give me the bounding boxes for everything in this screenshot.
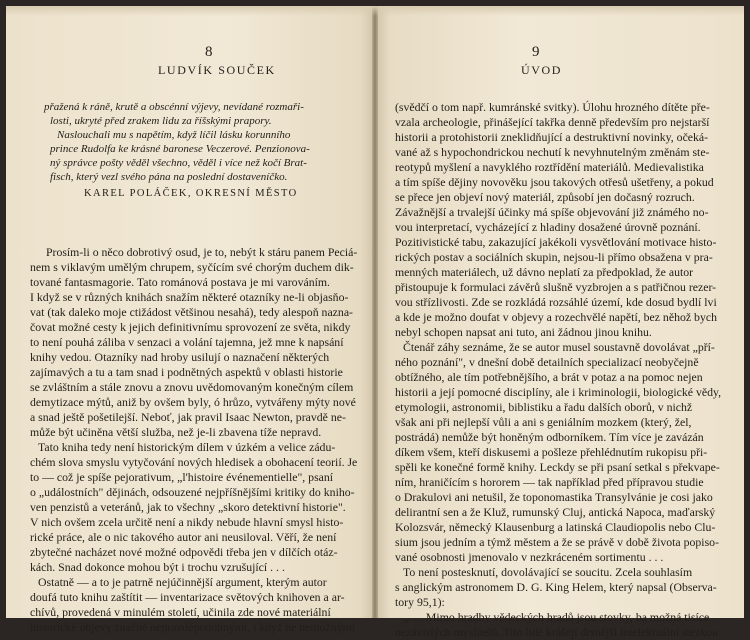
text-line: zajímavých a tu a tam snad i podnětných aspektů v oblasti historie [30,365,343,379]
text-line: to — což je spíše pejorativum, „l'histoire événementielle", psaní [30,470,334,484]
text-line: nebyl schopen napsat ani tuto, ani žádnou jinou knihu. [395,325,652,339]
text-line: delirantní sen a že Kluž, rumunský Cluj, antická Napoca, maďarský [395,505,716,519]
running-head-right: ÚVOD [521,63,563,77]
text-line: Pozitivistické tabu, zakazující jakékoli vysvětlování motivace histo- [395,235,717,249]
text-line: ním, hraničícím s hororem — tak například před přípravou studie [395,475,704,489]
text-line: s anglickým astronomem D. G. King Helem, který napsal (Observa- [395,580,717,594]
text-line: Prosím-li o něco dobrotivý osud, je to, nebýt k stáru panem Peciá- [46,245,358,259]
text-line: vou střízlivosti. Zde se rozkládá rozsáhlé území, kde dosud bydlí lvi [395,295,717,309]
text-line: rické práce, ale o nic takového autor ani neusiloval. Věří, že není [30,530,337,544]
text-line: sium jsou jedním a týmž městem a že se právě v době života popiso- [395,535,720,549]
text-line: To není postesknutí, dovolávající se soucitu. Zcela souhlasím [403,565,693,579]
text-line: o Drakulovi ani netušil, že toponomastika Transylvánie je cosi jako [395,490,713,504]
right-page [375,6,744,639]
text-line: vané až s hypochondrickou nechutí k nevyhnutelným změnám ste- [395,145,710,159]
text-line: „. . . Mimo hradby vědeckých hradů jsou stovky, ba možná tisíce [403,610,710,624]
epigraph-line: ný správce pošty věděl všechno, věděl i více než kočí Brat- [50,157,307,169]
left-page [6,6,375,634]
running-head-left: LUDVÍK SOUČEK [158,63,276,77]
epigraph-line: Naslouchali mu s napětím, když líčil lásku korunního [57,129,291,141]
text-line: vané osobnosti jmenovalo v nezkráceném sortimentu . . . [395,550,664,564]
text-line: se zvláštním a stále znovu a znovu uvědomovaným konečným cílem [30,380,354,394]
page-number-left: 8 [205,44,214,60]
text-line: vou interpretací, vycházející z hladiny dosažené úrovně poznání. [395,220,701,234]
text-line: a kde je možno doufat v objevy a rozechvělé napětí, bez něhož bych [395,310,717,324]
epigraph-line: přažená k ráně, krutě a obscénní výjevy, nevídané rozmaři- [44,101,304,113]
text-line: etymologii, astronomii, biblistiku a řadu dalších oborů, v nichž [395,400,693,414]
text-line: vzala archeologie, přinášející takřka denně především pro nejstarší [395,115,710,129]
text-line: Čtenář záhy seznáme, že se autor musel soustavně dovolávat „pří- [403,340,715,354]
text-line: historické objevy značně nepravděpodobnými, i když ne nemožnými [30,620,355,634]
text-line: menných materiálech, už dávno neplatí za předpoklad, že autor [395,265,694,279]
text-line: Ostatně — a to je patrně nejúčinnější argument, kterým autor [38,575,327,589]
epigraph-line: losti, ukryté před zrakem lidu za říšskými prapory. [50,115,272,127]
text-line: V nich ovšem zcela určitě není a nikdy nebude hlavní smysl histo- [30,515,344,529]
text-line: nem s viklavým umělým chrupem, syčícím své chorým duchem dik- [30,260,354,274]
text-line: ného poznání", v dnešní době detailních specializací neobyčejně [395,355,699,369]
text-line: spěli ke konečné formě knihy. Leckdy se při psaní setkal s překvape- [395,460,720,474]
text-line: a snad ještě pošetilejší. Neboť, jak pravil Isaac Newton, pravdě ne- [30,410,346,424]
text-line: I když se v různých knihách snažím některé otazníky ne-li objasňo- [30,290,349,304]
text-line: knihy vedou. Otazníky nad hroby usilují o naznačení některých [30,350,330,364]
text-line: Tato kniha tedy není historickým dílem v úzkém a velice zádu- [38,440,336,454]
text-line: (svědčí o tom např. kumránské svitky). Úlohu hrozného dítěte pře- [395,100,710,114]
text-line: nezávislých myslitelů. Tito lidé krášejí drsnější intelektuální stezkou [395,625,719,639]
text-line: čovat možné cesty k jejich definitivnímu sprovození ze světa, nikdy [30,320,351,334]
text-line: rických postav a sociálních skupin, nejsou-li přímo obsažena v pra- [395,250,713,264]
epigraph-line: fisch, který vezl svého pána na poslední dostaveníčko. [50,171,288,183]
book-spread [6,6,744,639]
text-line: doufá tuto knihu zaštítit — inventarizace světových knihoven a ar- [30,590,345,604]
text-line: vat (tak daleko moje ctižádost většinou nesahá), tedy alespoň nazna- [30,305,353,319]
page-top-shadow [6,6,744,16]
text-line: postrádá) nemůže být honěným odborníkem. Tím více je zavázán [395,430,704,444]
text-line: Kolozsvár, německý Klausenburg a latinská Claudiopolis nebo Clu- [395,520,716,534]
text-line: historii a její pomocné disciplíny, ale i kriminologii, biologické vědy, [395,385,722,399]
text-line: se přece jen objeví nový materiál, způsobí jen dočasný rozruch. [395,190,695,204]
text-line: a tím spíše dějiny novověku jsou takových otřesů ušetřeny, a pokud [395,175,714,189]
text-line: chívů, provedená v minulém století, učinila zde nové materiální [30,605,331,619]
text-line: reotypů myšlení a navyklého roztřídění materiálů. Medievalistika [395,160,704,174]
text-line: chém slova smyslu vytyčování nových hledisek a obohacení teorií. Je [30,455,358,469]
text-line: kách. Snad dokonce mohou být i trochu vzrušující . . . [30,560,285,574]
book-gutter [372,6,378,618]
text-line: ven penzistů a veteránů, jak to všechny „skoro detektivní historie". [30,500,346,514]
text-line: přistoupuje k formulaci závěrů slušně vyzbrojen a s patřičnou rezer- [395,280,717,294]
epigraph-line: prince Rudolfa ke krásné baronese Veczerové. Penzionova- [50,143,310,155]
text-line: historii a protohistorii zneklidňující a destruktivní novinky, očeká- [395,130,709,144]
page-number-right: 9 [532,44,541,60]
text-line: může být učiněna větší služba, než je-li zbavena tíže nepravd. [30,425,322,439]
text-line: tované fantasmagorie. Tato románová postava je mi varováním. [30,275,331,289]
text-line: díkem všem, kteří diskusemi a pošleze přehlédnutím rukopisu při- [395,445,708,459]
text-line: tory 95,1): [395,595,445,609]
text-line: demytizace mýtů, aniž by ovšem byly, ó hrůzo, vytvářeny mýty nové [30,395,356,409]
text-line: obtížného, ale tím potřebnějšího, a brát v potaz a na pomoc nejen [395,370,703,384]
epigraph-source: KAREL POLÁČEK, OKRESNÍ MĚSTO [84,188,298,199]
text-line: Závažnější a trvalejší účinky má spíše objevování již známého no- [395,205,709,219]
text-line: to není pouhá záliba v senzaci a volání tajemna, jež mne k napsání [30,335,344,349]
text-line: zbytečné nacházet nové možné odpovědi třeba jen v dílčích otáz- [30,545,338,559]
text-line: o „událostních" dějinách, odsouzené nejpříšnějšími kritiky do kniho- [30,485,355,499]
text-line: však ani při nejlepší vůli a ani s geniálním mozkem (který, žel, [395,415,692,429]
